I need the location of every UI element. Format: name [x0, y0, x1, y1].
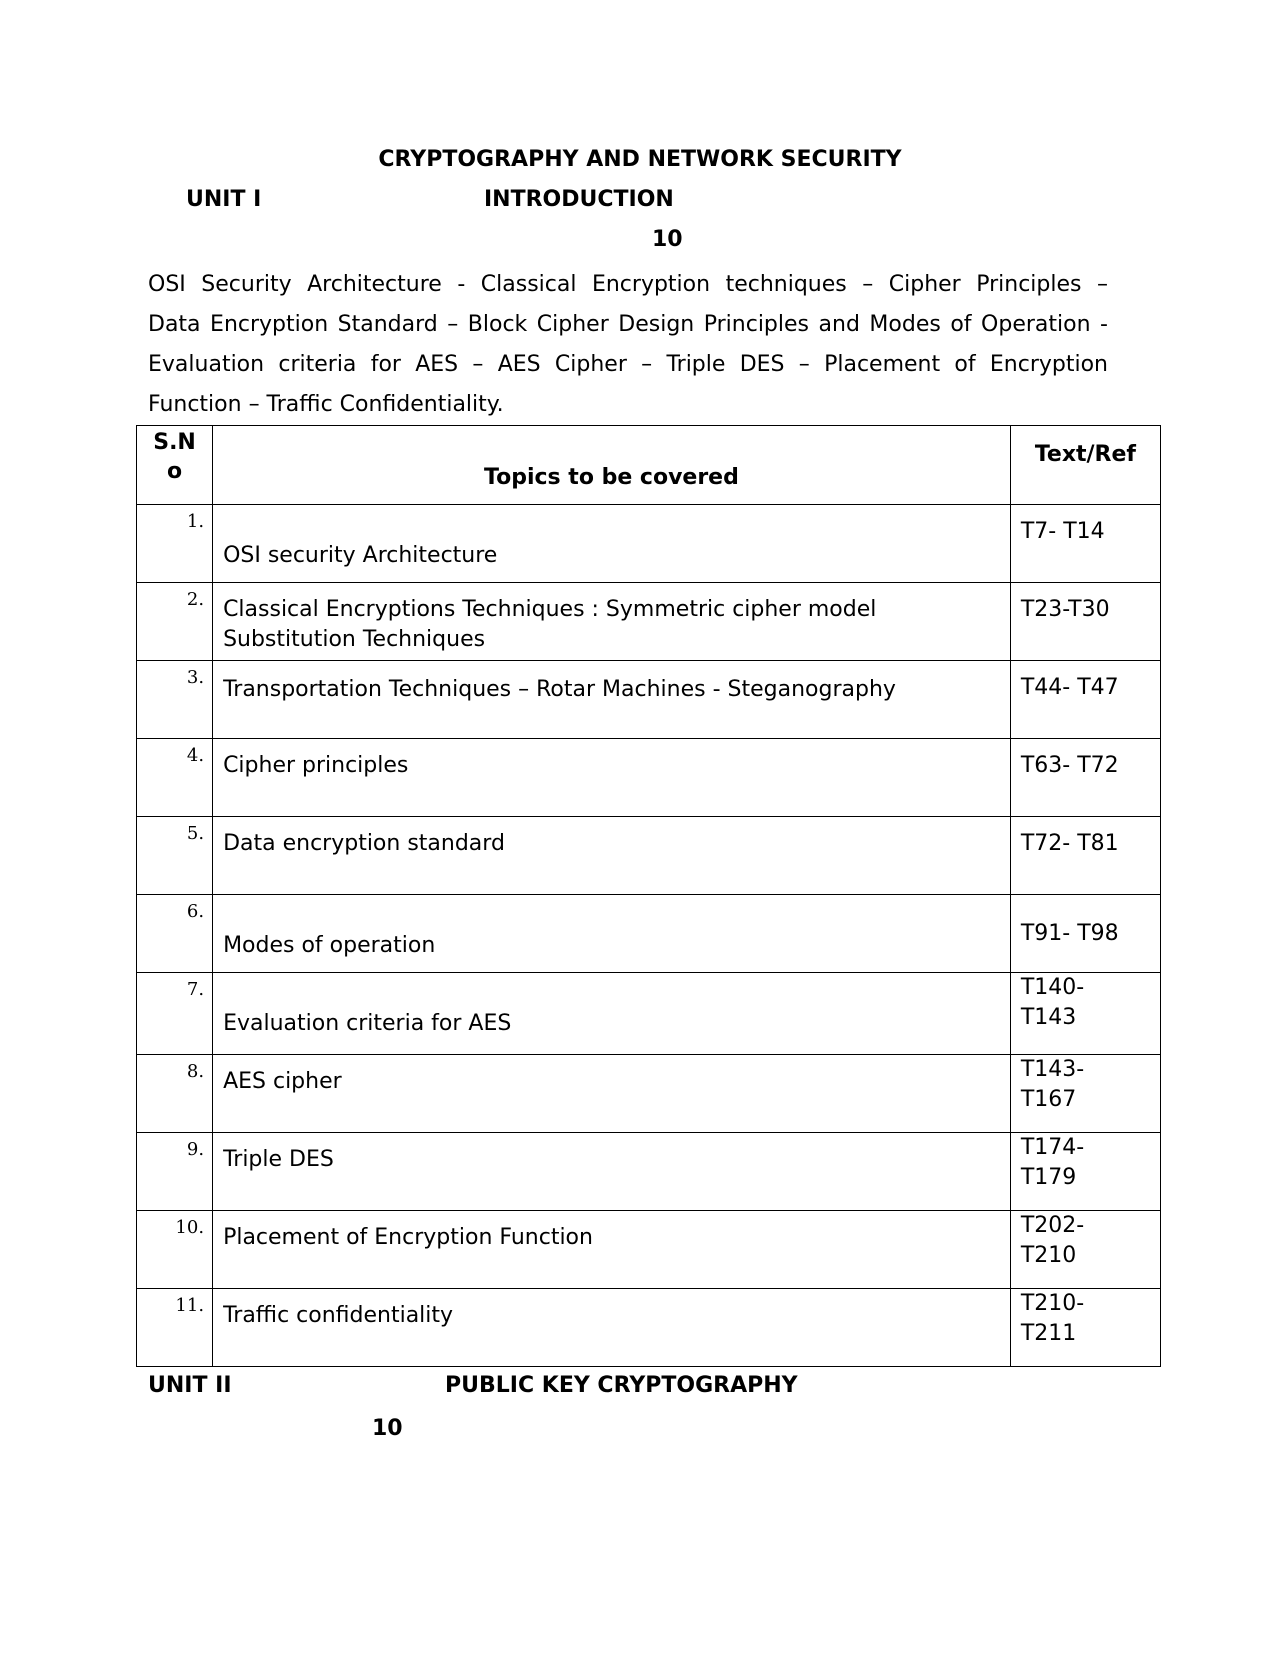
row-topic: AES cipher: [223, 1069, 342, 1094]
header-sno-line1: S.N: [153, 430, 196, 455]
row-sno-cell: [137, 1211, 213, 1289]
row-ref: T140-: [1020, 975, 1085, 1000]
description-line: OSI Security Architecture - Classical Encryption techniques – Cipher Principles –: [148, 272, 1108, 297]
row-ref: T23-T30: [1020, 597, 1110, 622]
row-sno: 8.: [186, 1061, 205, 1082]
row-topic-cell: [213, 895, 1011, 973]
row-sno-cell: [137, 895, 213, 973]
description-line: Data Encryption Standard – Block Cipher Design Principles and Modes of Operation -: [148, 312, 1108, 337]
description-line: Evaluation criteria for AES – AES Cipher – Triple DES – Placement of Encryption: [148, 352, 1108, 377]
row-topic: Modes of operation: [223, 933, 436, 958]
table-row: [137, 1289, 1161, 1367]
row-sno: 3.: [186, 667, 205, 688]
table-row: [137, 583, 1161, 661]
row-sno: 6.: [186, 901, 205, 922]
table-row: [137, 661, 1161, 739]
row-ref: T44- T47: [1020, 675, 1119, 700]
header-sno-line2: o: [166, 459, 183, 484]
unit2-name: PUBLIC KEY CRYPTOGRAPHY: [445, 1373, 798, 1398]
row-ref: T143: [1020, 1005, 1077, 1030]
row-sno-cell: [137, 1289, 213, 1367]
row-ref-cell: [1010, 895, 1160, 973]
row-ref: T143-: [1020, 1057, 1085, 1082]
row-topic: Classical Encryptions Techniques : Symmetric cipher model: [223, 597, 877, 622]
row-topic-cell: [213, 817, 1011, 895]
unit1-description: [148, 265, 1108, 425]
unit1-hours: 10: [652, 227, 683, 252]
document-title: CRYPTOGRAPHY AND NETWORK SECURITY: [378, 147, 902, 172]
row-sno-cell: [137, 505, 213, 583]
row-ref: T174-: [1020, 1135, 1085, 1160]
row-topic: Placement of Encryption Function: [223, 1225, 593, 1250]
description-line: Function – Traffic Confidentiality.: [148, 392, 504, 417]
row-topic-cell: [213, 661, 1011, 739]
unit2-hours: 10: [372, 1416, 403, 1441]
row-ref: T211: [1020, 1321, 1077, 1346]
row-ref: T72- T81: [1020, 831, 1119, 856]
row-sno-cell: [137, 817, 213, 895]
header-sno: [137, 426, 213, 505]
header-topic: Topics to be covered: [213, 426, 1011, 505]
row-sno: 11.: [175, 1295, 205, 1316]
row-ref-cell: [1010, 583, 1160, 661]
row-topic: Data encryption standard: [223, 831, 505, 856]
row-topic-cell: [213, 1133, 1011, 1211]
row-sno: 7.: [186, 979, 205, 1000]
row-sno-cell: [137, 1133, 213, 1211]
row-ref: T167: [1020, 1087, 1077, 1112]
row-sno: 1.: [186, 511, 205, 532]
row-ref: T63- T72: [1020, 753, 1119, 778]
row-topic: Traffic confidentiality: [223, 1303, 454, 1328]
table-row: [137, 505, 1161, 583]
row-topic-cell: [213, 973, 1011, 1055]
row-topic: OSI security Architecture: [223, 543, 498, 568]
table-row: [137, 1133, 1161, 1211]
row-sno-cell: [137, 1055, 213, 1133]
row-sno-cell: [137, 583, 213, 661]
header-ref: Text/Ref: [1010, 426, 1160, 505]
table-row: [137, 739, 1161, 817]
row-ref: T210-: [1020, 1291, 1085, 1316]
row-sno: 2.: [186, 589, 205, 610]
row-ref: T91- T98: [1020, 921, 1119, 946]
unit1-label: UNIT I: [186, 187, 262, 212]
table-row: [137, 895, 1161, 973]
row-topic-cell: [213, 1055, 1011, 1133]
row-sno: 4.: [186, 745, 205, 766]
row-sno-cell: [137, 661, 213, 739]
row-ref-cell: [1010, 739, 1160, 817]
table-row: [137, 973, 1161, 1055]
row-sno-cell: [137, 973, 213, 1055]
row-ref-cell: [1010, 1211, 1160, 1289]
row-ref: T179: [1020, 1165, 1077, 1190]
table-row: [137, 1211, 1161, 1289]
row-ref-cell: [1010, 505, 1160, 583]
unit2-label: UNIT II: [148, 1373, 232, 1398]
row-topic-cell: [213, 1211, 1011, 1289]
row-ref-cell: [1010, 1289, 1160, 1367]
row-ref: T210: [1020, 1243, 1077, 1268]
row-ref-cell: [1010, 973, 1160, 1055]
row-ref: T7- T14: [1020, 519, 1105, 544]
row-topic: Transportation Techniques – Rotar Machines - Steganography: [223, 677, 896, 702]
row-sno: 5.: [186, 823, 205, 844]
table-row: [137, 817, 1161, 895]
unit1-name: INTRODUCTION: [484, 187, 674, 212]
row-ref: T202-: [1020, 1213, 1085, 1238]
row-sno-cell: [137, 739, 213, 817]
row-topic-cell: [213, 1289, 1011, 1367]
row-topic: Cipher principles: [223, 753, 409, 778]
row-topic: Evaluation criteria for AES: [223, 1011, 512, 1036]
table-header-row: [137, 426, 1161, 505]
row-sno: 10.: [175, 1217, 205, 1238]
row-ref-cell: [1010, 1133, 1160, 1211]
row-topic: Substitution Techniques: [223, 627, 486, 652]
row-topic: Triple DES: [223, 1147, 334, 1172]
table-row: [137, 1055, 1161, 1133]
topics-table: [136, 425, 1161, 1367]
row-ref-cell: [1010, 817, 1160, 895]
row-ref-cell: [1010, 1055, 1160, 1133]
row-topic-cell: [213, 739, 1011, 817]
row-topic-cell: [213, 505, 1011, 583]
row-topic-cell: [213, 583, 1011, 661]
row-ref-cell: [1010, 661, 1160, 739]
row-sno: 9.: [186, 1139, 205, 1160]
